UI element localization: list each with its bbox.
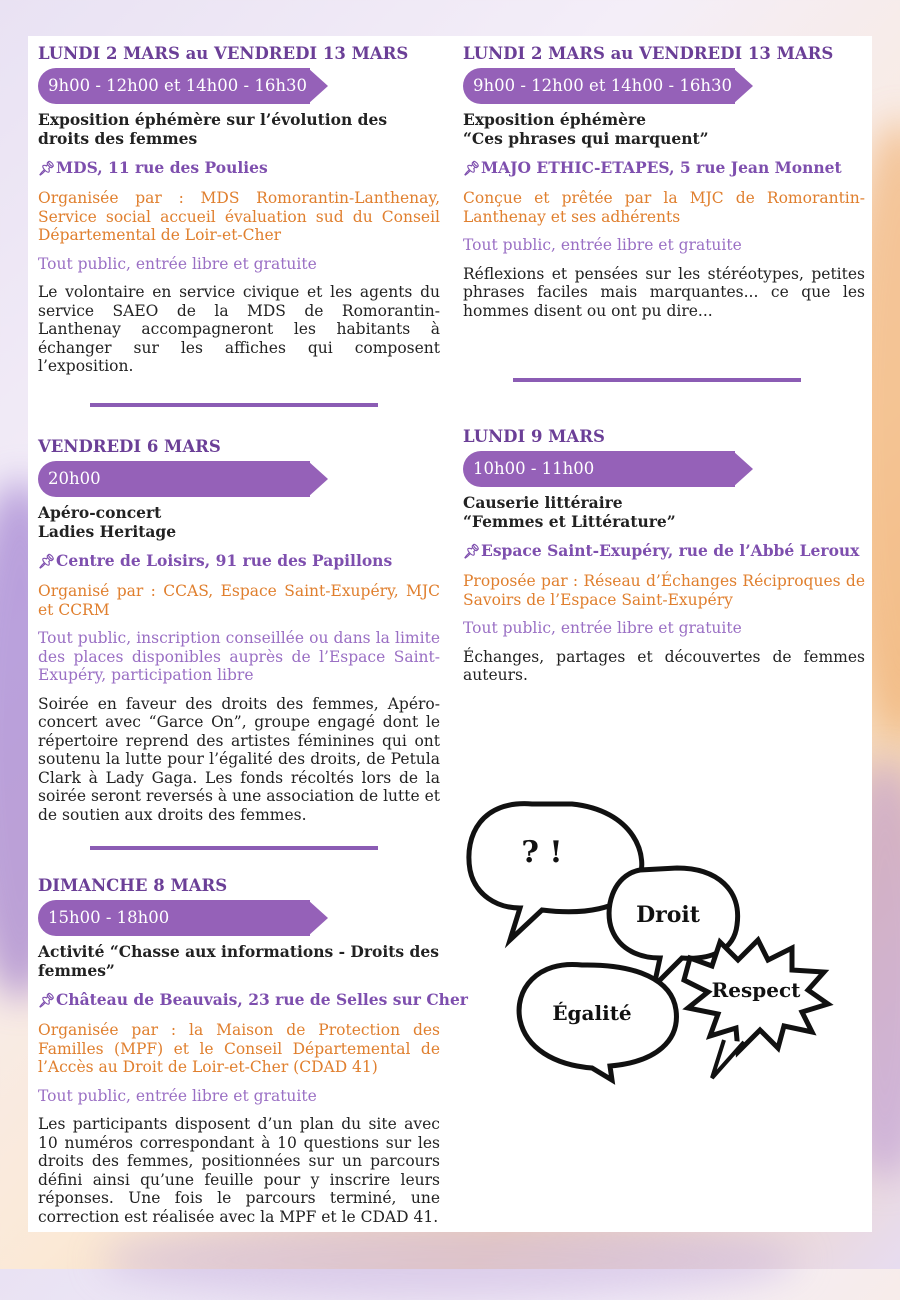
event-title: Exposition éphémère “Ces phrases qui marquent” [463,110,709,148]
droit-bubble-text: Droit [636,902,700,928]
event-time: 9h00 - 12h00 et 14h00 - 16h30 [48,76,307,95]
time-tag [463,451,753,487]
event-date: LUNDI 9 MARS [463,427,605,446]
event-causerie-litteraire [463,427,865,685]
event-title: Apéro-concert Ladies Heritage [38,503,177,541]
event-audience: Tout public, entrée libre et gratuite [38,254,317,273]
event-date: VENDREDI 6 MARS [38,437,221,456]
event-location: 📌︎Centre de Loisirs, 91 rue des Papillons [38,551,393,570]
event-time: 9h00 - 12h00 et 14h00 - 16h30 [473,76,732,95]
event-location: 📌︎Château de Beauvais, 23 rue de Selles sur Cher [38,990,468,1009]
background-splash-bottom [100,1220,800,1300]
event-location: 📌︎Espace Saint-Exupéry, rue de l’Abbé Leroux [463,541,860,560]
divider [90,846,378,850]
event-location: 📌︎MAJO ETHIC-ETAPES, 5 rue Jean Monnet [463,158,842,177]
speech-bubbles-illustration [462,790,834,1090]
divider [90,403,378,407]
event-location: 📌︎MDS, 11 rue des Poulies [38,158,268,177]
egalite-bubble-text: Égalité [552,1001,632,1025]
event-time: 20h00 [48,469,101,488]
time-tag [38,68,328,104]
event-title: Activité “Chasse aux informations - Droits des femmes” [38,942,439,980]
pushpin-icon: 📌︎ [463,161,481,177]
event-audience: Tout public, entrée libre et gratuite [463,619,742,637]
event-exposition-evolution [38,44,440,376]
divider [513,378,801,382]
event-date: DIMANCHE 8 MARS [38,876,228,895]
pushpin-icon: 📌︎ [463,544,481,560]
event-description: Soirée en faveur des droits des femmes, Apéro-concert avec “Garce On”, groupe engagé dont le répertoire reprend des artistes féminines qui ont soutenu la lutte pour l’égalité des droits, de Petula Clark à Lady Gaga. Les fonds récoltés lors de la soirée seront reversés à une association de lutte et de soutien aux droits des femmes. [38,694,440,824]
event-time: 10h00 - 11h00 [473,459,595,478]
event-organizer: Organisé par : CCAS, Espace Saint-Exupéry, MJC et CCRM [38,582,440,619]
event-organizer: Organisée par : MDS Romorantin-Lanthenay, Service social accueil évaluation sud du Conseil Départemental de Loir-et-Cher [38,189,440,244]
time-tag [463,68,753,104]
egalite-bubble [519,964,676,1080]
pushpin-icon: 📌︎ [38,554,56,570]
event-audience: Tout public, inscription conseillée ou dans la limite des places disponibles auprès de l’Espace Saint-Exupéry, participation libre [38,629,440,684]
time-tag [38,900,328,936]
event-date: LUNDI 2 MARS au VENDREDI 13 MARS [38,44,409,63]
event-description: Les participants disposent d’un plan du site avec 10 numéros correspondant à 10 questions sur les droits des femmes, positionnées sur un parcours défini ainsi qu’une feuille pour y inscrire leurs réponses. Une fois le parcours terminé, une correction est réalisée avec la MPF et le CDAD 41. [38,1115,440,1226]
event-time: 15h00 - 18h00 [48,908,170,927]
event-audience: Tout public, entrée libre et gratuite [38,1086,317,1105]
pushpin-icon: 📌︎ [38,161,56,177]
event-date: LUNDI 2 MARS au VENDREDI 13 MARS [463,44,834,63]
event-audience: Tout public, entrée libre et gratuite [463,236,742,254]
event-chasse-informations [38,876,468,1226]
event-organizer: Organisée par : la Maison de Protection des Familles (MPF) et le Conseil Départemental de l’Accès au Droit de Loir-et-Cher (CDAD 41) [38,1021,440,1076]
event-title: Causerie littéraire “Femmes et Littérature” [463,493,676,531]
event-title: Exposition éphémère sur l’évolution des droits des femmes [38,110,388,148]
event-description: Réflexions et pensées sur les stéréotypes, petites phrases faciles mais marquantes... ce que les hommes disent ou ont pu dire... [463,264,865,320]
event-apero-concert [38,437,440,824]
time-tag [38,461,328,497]
event-description: Échanges, partages et découvertes de femmes auteurs. [463,647,865,684]
event-organizer: Proposée par : Réseau d’Échanges Réciproques de Savoirs de l’Espace Saint-Exupéry [463,572,865,609]
event-organizer: Conçue et prêtée par la MJC de Romorantin-Lanthenay et ses adhérents [463,189,865,226]
respect-bubble [684,940,828,1078]
left-column [38,36,468,1232]
pushpin-icon: 📌︎ [38,993,56,1009]
respect-bubble-text: Respect [711,978,801,1002]
event-description: Le volontaire en service civique et les agents du service SAEO de la MDS de Romorantin-Lanthenay accompagneront les habitants à échanger sur les affiches qui composent l’exposition. [38,283,440,375]
question-bubble-text: ? ! [521,835,563,870]
event-exposition-phrases [463,44,865,320]
